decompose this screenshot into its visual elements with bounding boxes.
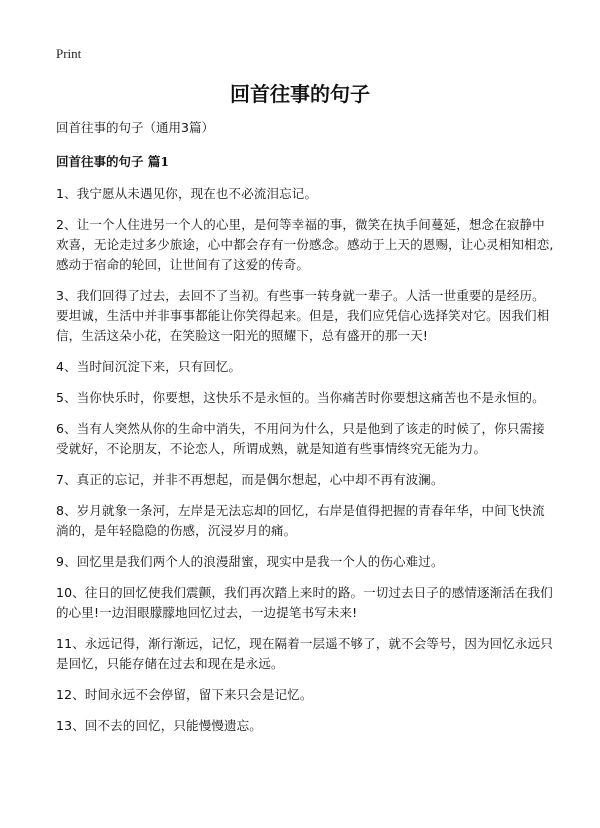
list-item: 5、当你快乐时，你要想，这快乐不是永恒的。当你痛苦时你要想这痛苦也不是永恒的。	[56, 390, 545, 405]
list-item: 7、真正的忘记，并非不再想起，而是偶尔想起，心中却不再有波澜。	[56, 472, 444, 487]
list-item: 3、我们回得了过去，去回不了当初。有些事一转身就一辈子。人活一世重要的是经历。要坦诚，生活中并非事事都能让你笑得起来。但是，我们应凭信心选择笑对它。因我们相信，生活这朵小花，在笑脸这一阳光的照耀下，总有盛开的那一天!	[56, 288, 550, 343]
subtitle: 回首往事的句子（通用3篇）	[56, 120, 214, 135]
list-item: 6、当有人突然从你的生命中消失，不用问为什么，只是他到了该走的时候了，你只需接受就好，不论朋友，不论恋人，所谓成熟，就是知道有些事情终究无能为力。	[56, 421, 545, 456]
list-item: 4、当时间沉淀下来，只有回忆。	[56, 359, 242, 374]
list-item: 13、回不去的回忆，只能慢慢遗忘。	[56, 718, 262, 733]
list-item: 10、往日的回忆使我们震颤，我们再次踏上来时的路。一切过去日子的感情逐渐活在我们的心里!一边泪眼朦朦地回忆过去，一边提笔书写未来!	[56, 585, 553, 620]
list-item: 11、永远记得，渐行渐远，记忆，现在隔着一层遥不够了，就不会等号，因为回忆永远只是回忆，只能存储在过去和现在是永远。	[56, 636, 553, 671]
print-link[interactable]: Print	[56, 46, 82, 61]
list-item: 8、岁月就象一条河，左岸是无法忘却的回忆，右岸是值得把握的青春年华，中间飞快流淌的，是年轻隐隐的伤感，沉浸岁月的痛。	[56, 503, 545, 538]
list-item: 2、让一个人住进另一个人的心里，是何等幸福的事，微笑在执手间蔓延，想念在寂静中欢喜，无论走过多少旅途，心中都会存有一份感念。感动于上天的恩赐，让心灵相知相恋,感动于宿命的轮回，让世间有了这爱的传奇。	[56, 217, 554, 272]
article-body	[56, 118, 556, 747]
list-item: 12、时间永远不会停留，留下来只会是记忆。	[56, 687, 313, 702]
section-heading: 回首往事的句子 篇1	[56, 154, 170, 169]
list-item: 9、回忆里是我们两个人的浪漫甜蜜，现实中是我一个人的伤心难过。	[56, 554, 444, 569]
page-title: 回首往事的句子	[230, 82, 370, 106]
list-item: 1、我宁愿从未遇见你，现在也不必流泪忘记。	[56, 186, 318, 201]
